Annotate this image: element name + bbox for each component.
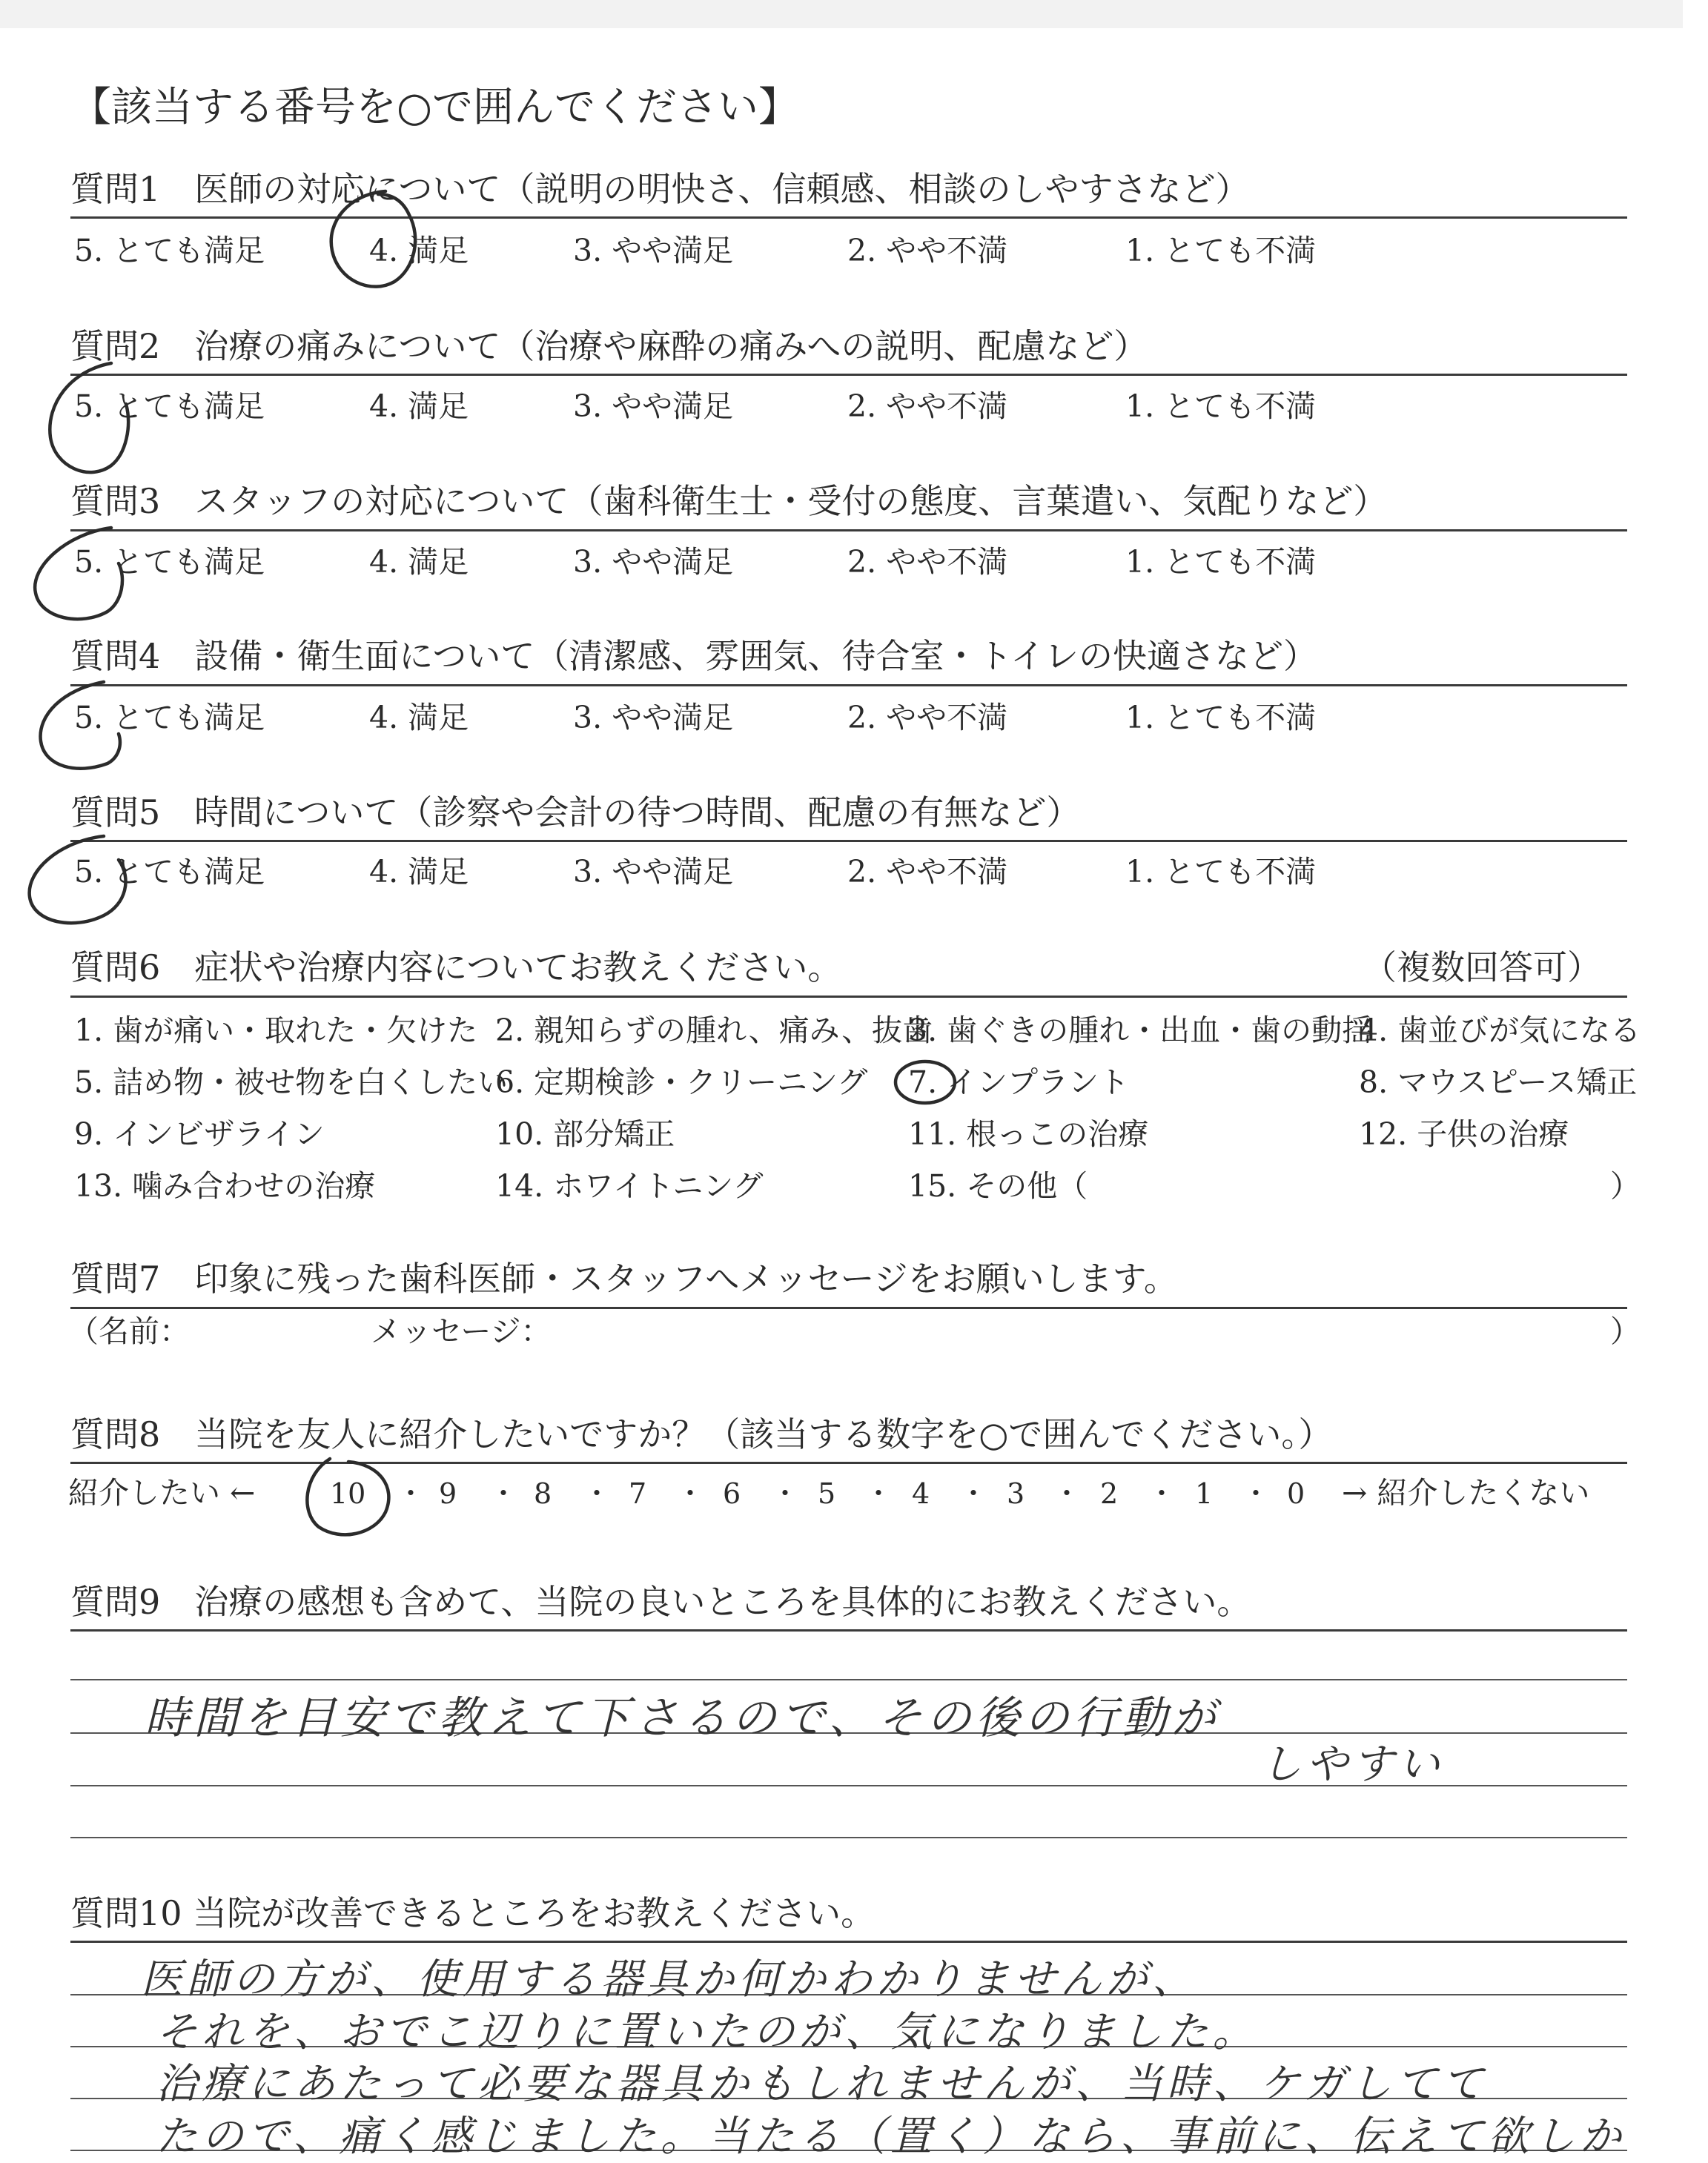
q8-option-3[interactable]: 3 bbox=[1007, 1477, 1025, 1510]
q3-option-1[interactable]: 1. とても不満 bbox=[1125, 544, 1317, 580]
q8-option-0[interactable]: 0 bbox=[1287, 1477, 1305, 1510]
q6-selection-circle bbox=[896, 1061, 955, 1103]
q9-answer-line-2: しやすい bbox=[1260, 1740, 1444, 1789]
q10-answer-line-4: たので、痛く感じました。当たる（置く）なら、事前に、伝えて欲しか bbox=[156, 2113, 1626, 2161]
q8-option-8[interactable]: 8 bbox=[534, 1477, 552, 1510]
q3-option-3[interactable]: 3. やや満足 bbox=[573, 544, 734, 580]
question-5-title: 質問5 時間について（診察や会計の待つ時間、配慮の有無など） bbox=[70, 792, 1081, 832]
q6-option-15[interactable]: 15. その他（ bbox=[908, 1168, 1088, 1204]
form-header: 【該当する番号を○で囲んでください】 bbox=[70, 83, 799, 130]
q4-option-3[interactable]: 3. やや満足 bbox=[573, 700, 734, 735]
q4-option-4[interactable]: 4. 満足 bbox=[369, 700, 469, 735]
q5-option-4[interactable]: 4. 満足 bbox=[369, 854, 469, 890]
q8-separator: ・ bbox=[1053, 1477, 1082, 1510]
q3-option-5[interactable]: 5. とても満足 bbox=[74, 544, 265, 580]
question-3-title: 質問3 スタッフの対応について（歯科衛生士・受付の態度、言葉遣い、気配りなど） bbox=[70, 481, 1388, 521]
q8-option-6[interactable]: 6 bbox=[723, 1477, 741, 1510]
q8-option-1[interactable]: 1 bbox=[1195, 1477, 1214, 1510]
question-6-title: 質問6 症状や治療内容についてお教えください。 bbox=[70, 947, 842, 987]
q2-option-4[interactable]: 4. 満足 bbox=[369, 388, 469, 424]
q3-option-2[interactable]: 2. やや不満 bbox=[847, 544, 1008, 580]
q8-option-10[interactable]: 10 bbox=[330, 1477, 366, 1510]
q6-option-11[interactable]: 11. 根っこの治療 bbox=[908, 1116, 1149, 1152]
q6-option-2[interactable]: 2. 親知らずの腫れ、痛み、抜歯 bbox=[495, 1013, 933, 1048]
q6-option-14[interactable]: 14. ホワイトニング bbox=[495, 1168, 764, 1204]
q8-separator: ・ bbox=[489, 1477, 518, 1510]
q5-option-2[interactable]: 2. やや不満 bbox=[847, 854, 1008, 890]
q2-option-1[interactable]: 1. とても不満 bbox=[1125, 388, 1317, 424]
q4-option-2[interactable]: 2. やや不満 bbox=[847, 700, 1008, 735]
q1-option-4[interactable]: 4. 満足 bbox=[369, 233, 469, 268]
q6-option-1[interactable]: 1. 歯が痛い・取れた・欠けた bbox=[74, 1013, 478, 1048]
q5-option-1[interactable]: 1. とても不満 bbox=[1125, 854, 1317, 890]
q5-selection-circle bbox=[30, 836, 126, 923]
q8-separator: ・ bbox=[1242, 1477, 1271, 1510]
question-2-title: 質問2 治療の痛みについて（治療や麻酔の痛みへの説明、配慮など） bbox=[70, 326, 1148, 366]
q7-message-label: メッセージ： bbox=[371, 1314, 552, 1349]
q10-answer-line-2: それを、おでこ辺りに置いたのが、気になりました。 bbox=[156, 2008, 1259, 2056]
q8-option-9[interactable]: 9 bbox=[439, 1477, 457, 1510]
q8-option-7[interactable]: 7 bbox=[629, 1477, 647, 1510]
q6-option-13[interactable]: 13. 噛み合わせの治療 bbox=[74, 1168, 376, 1204]
q8-separator: ・ bbox=[397, 1477, 426, 1510]
question-7-title: 質問7 印象に残った歯科医師・スタッフへメッセージをお願いします。 bbox=[70, 1259, 1178, 1299]
q1-option-5[interactable]: 5. とても満足 bbox=[74, 233, 265, 268]
q8-left-label: 紹介したい ← bbox=[68, 1475, 256, 1511]
q6-option-9[interactable]: 9. インビザライン bbox=[74, 1116, 325, 1152]
q2-option-5[interactable]: 5. とても満足 bbox=[74, 388, 265, 424]
q1-option-3[interactable]: 3. やや満足 bbox=[573, 233, 734, 268]
q6-option-10[interactable]: 10. 部分矯正 bbox=[495, 1116, 675, 1152]
q2-option-3[interactable]: 3. やや満足 bbox=[573, 388, 734, 424]
q4-option-5[interactable]: 5. とても満足 bbox=[74, 700, 265, 735]
q8-option-2[interactable]: 2 bbox=[1100, 1477, 1119, 1510]
q7-close: ） bbox=[1610, 1314, 1641, 1349]
q1-selection-circle bbox=[331, 191, 415, 287]
q6-option-3[interactable]: 3. 歯ぐきの腫れ・出血・歯の動揺 bbox=[908, 1013, 1373, 1048]
q10-answer-line-3: 治療にあたって必要な器具かもしれませんが、当時、ケガしてて bbox=[156, 2060, 1488, 2108]
q6-option-12[interactable]: 12. 子供の治療 bbox=[1359, 1116, 1569, 1152]
q7-name-label: （名前： bbox=[68, 1314, 190, 1349]
q8-separator: ・ bbox=[771, 1477, 800, 1510]
question-6-note: （複数回答可） bbox=[1363, 947, 1601, 987]
q8-separator: ・ bbox=[583, 1477, 612, 1510]
q6-other-close: ） bbox=[1610, 1168, 1641, 1204]
q3-option-4[interactable]: 4. 満足 bbox=[369, 544, 469, 580]
q10-answer-line-1: 医師の方が、使用する器具か何かわかりませんが、 bbox=[141, 1955, 1198, 2004]
q2-option-2[interactable]: 2. やや不満 bbox=[847, 388, 1008, 424]
q8-option-5[interactable]: 5 bbox=[818, 1477, 836, 1510]
question-8-title: 質問8 当院を友人に紹介したいですか？（該当する数字を○で囲んでください。） bbox=[70, 1414, 1333, 1454]
q8-separator: ・ bbox=[1148, 1477, 1176, 1510]
question-10-title: 質問10 当院が改善できるところをお教えください。 bbox=[70, 1893, 875, 1933]
question-4-title: 質問4 設備・衛生面について（清潔感、雰囲気、待合室・トイレの快適さなど） bbox=[70, 636, 1318, 676]
q8-separator: ・ bbox=[864, 1477, 893, 1510]
q6-option-5[interactable]: 5. 詰め物・被せ物を白くしたい bbox=[74, 1064, 509, 1100]
q6-option-7[interactable]: 7. インプラント bbox=[908, 1064, 1130, 1100]
q1-option-2[interactable]: 2. やや不満 bbox=[847, 233, 1008, 268]
q8-selection-circle bbox=[307, 1459, 388, 1534]
q4-selection-circle bbox=[41, 682, 120, 769]
q8-separator: ・ bbox=[676, 1477, 705, 1510]
q3-selection-circle bbox=[35, 528, 122, 619]
q1-option-1[interactable]: 1. とても不満 bbox=[1125, 233, 1317, 268]
question-1-title: 質問1 医師の対応について（説明の明快さ、信頼感、相談のしやすさなど） bbox=[70, 169, 1250, 209]
q8-option-4[interactable]: 4 bbox=[912, 1477, 930, 1510]
question-9-title: 質問9 治療の感想も含めて、当院の良いところを具体的にお教えください。 bbox=[70, 1582, 1251, 1622]
q9-answer-line-1: 時間を目安で教えて下さるので、その後の行動が bbox=[145, 1692, 1220, 1744]
q6-option-4[interactable]: 4. 歯並びが気になる bbox=[1359, 1013, 1641, 1048]
q8-right-label: → 紹介したくない bbox=[1342, 1475, 1590, 1511]
q4-option-1[interactable]: 1. とても不満 bbox=[1125, 700, 1317, 735]
q5-option-5[interactable]: 5. とても満足 bbox=[74, 854, 265, 890]
q6-option-8[interactable]: 8. マウスピース矯正 bbox=[1359, 1064, 1638, 1100]
q5-option-3[interactable]: 3. やや満足 bbox=[573, 854, 734, 890]
q8-separator: ・ bbox=[959, 1477, 988, 1510]
q2-selection-circle bbox=[50, 363, 128, 472]
q6-option-6[interactable]: 6. 定期検診・クリーニング bbox=[495, 1064, 868, 1100]
